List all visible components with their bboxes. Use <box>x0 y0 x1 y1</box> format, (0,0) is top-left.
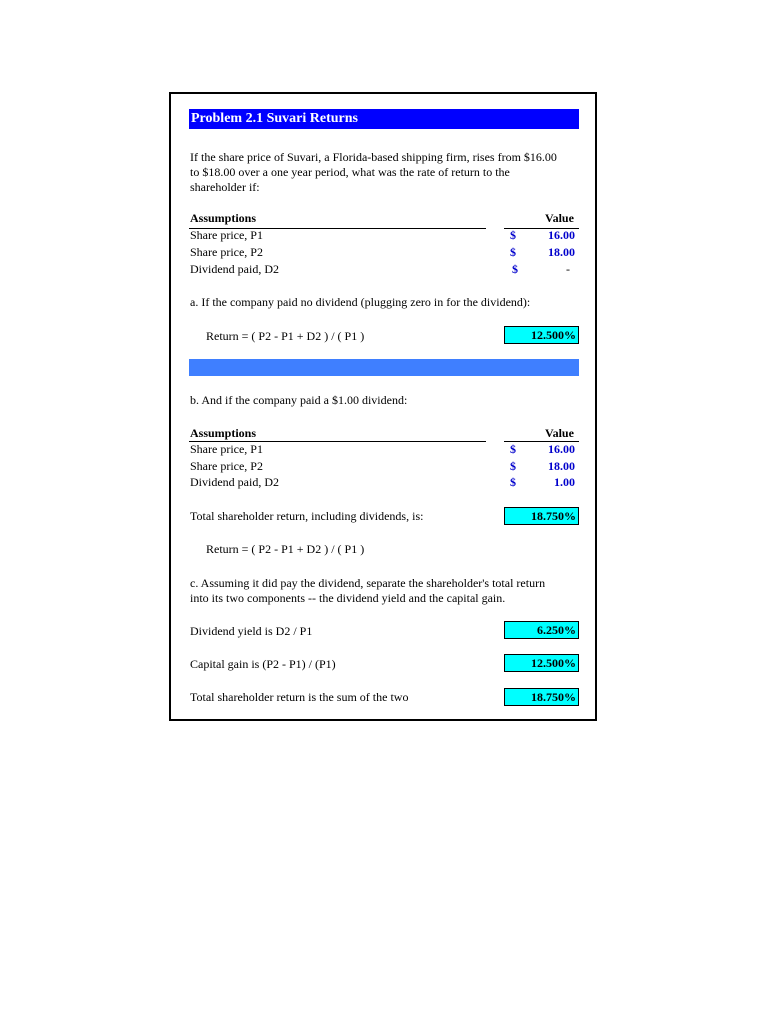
s1-row-p1-value: 16.00 <box>548 228 575 242</box>
problem-title: Problem 2.1 Suvari Returns <box>189 109 579 129</box>
value-header-2: Value <box>545 426 574 440</box>
value-header-1: Value <box>545 211 574 225</box>
question-a: a. If the company paid no dividend (plugging zero in for the dividend): <box>190 295 531 309</box>
s1-row-p1-currency: $ <box>510 228 516 242</box>
total-return-label: Total shareholder return, including dividends, is: <box>190 509 424 523</box>
dividend-yield-label: Dividend yield is D2 / P1 <box>190 624 313 638</box>
s1-row-d2-currency: $ <box>512 262 518 276</box>
total-sum-label: Total shareholder return is the sum of the two <box>190 690 409 704</box>
s2-row-p2-currency: $ <box>510 459 516 473</box>
question-c-line-1: c. Assuming it did pay the dividend, separate the shareholder's total return <box>190 576 546 590</box>
question-c-line-2: into its two components -- the dividend yield and the capital gain. <box>190 591 506 605</box>
assumptions-header-2: Assumptions <box>190 426 257 440</box>
s1-row-p2-value: 18.00 <box>548 245 575 259</box>
s1-row-p1-label: Share price, P1 <box>190 228 263 242</box>
capital-gain-cell: 12.500% <box>504 654 579 672</box>
dividend-yield-cell: 6.250% <box>504 621 579 639</box>
s1-row-d2-label: Dividend paid, D2 <box>190 262 279 276</box>
formula-a: Return = ( P2 - P1 + D2 ) / ( P1 ) <box>206 329 365 343</box>
section-divider <box>189 359 579 376</box>
s1-row-d2-value: - <box>566 262 570 276</box>
s2-row-p2-label: Share price, P2 <box>190 459 263 473</box>
result-a-cell: 12.500% <box>504 326 579 344</box>
s2-row-d2-label: Dividend paid, D2 <box>190 475 279 489</box>
total-sum-cell: 18.750% <box>504 688 579 706</box>
s2-row-p1-value: 16.00 <box>548 442 575 456</box>
intro-line-3: shareholder if: <box>190 180 260 194</box>
s2-row-p2-value: 18.00 <box>548 459 575 473</box>
total-return-b-cell: 18.750% <box>504 507 579 525</box>
assumptions-header-1: Assumptions <box>190 211 257 225</box>
intro-line-1: If the share price of Suvari, a Florida-based shipping firm, rises from $16.00 <box>190 150 557 164</box>
s2-row-p1-label: Share price, P1 <box>190 442 263 456</box>
question-b: b. And if the company paid a $1.00 dividend: <box>190 393 408 407</box>
s2-row-p1-currency: $ <box>510 442 516 456</box>
capital-gain-label: Capital gain is (P2 - P1) / (P1) <box>190 657 336 671</box>
intro-line-2: to $18.00 over a one year period, what was the rate of return to the <box>190 165 510 179</box>
s2-row-d2-value: 1.00 <box>554 475 575 489</box>
s1-row-p2-currency: $ <box>510 245 516 259</box>
s2-row-d2-currency: $ <box>510 475 516 489</box>
formula-b: Return = ( P2 - P1 + D2 ) / ( P1 ) <box>206 542 365 556</box>
s1-row-p2-label: Share price, P2 <box>190 245 263 259</box>
